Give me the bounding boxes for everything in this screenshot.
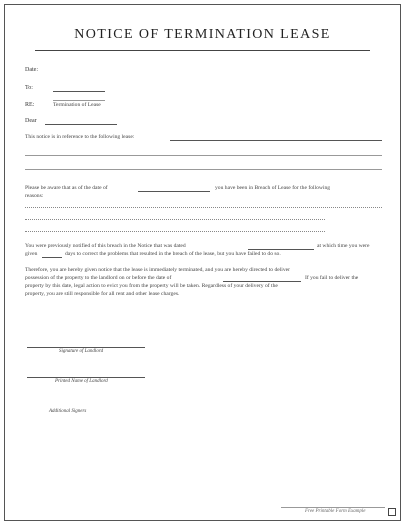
para1-start: Please be aware that as of the date of bbox=[25, 185, 108, 191]
reasons-line-2[interactable] bbox=[25, 219, 325, 220]
para3-line1: Therefore, you are hereby given notice that the lease is immediately terminated, and you are hereby directed to deliver bbox=[25, 267, 290, 273]
para2-line2: given bbox=[25, 251, 38, 257]
page-title: NOTICE OF TERMINATION LEASE bbox=[74, 27, 331, 42]
landlord-signature-caption: Signature of Landlord bbox=[59, 349, 104, 354]
para2-line1-start: You were previously notified of this breach in the Notice that was dated bbox=[25, 243, 186, 249]
para2-line1-end: at which time you were bbox=[317, 243, 370, 249]
reasons-line-1[interactable] bbox=[25, 207, 382, 208]
date-label: Date: bbox=[25, 67, 38, 73]
lease-field-line-2[interactable] bbox=[25, 155, 382, 156]
dear-field-line[interactable] bbox=[45, 124, 117, 125]
lease-field-line[interactable] bbox=[170, 140, 382, 141]
lease-field-line-3[interactable] bbox=[25, 169, 382, 170]
re-value: Termination of Lease bbox=[53, 102, 101, 108]
para3-line2-start: possession of the property to the landlord on or before the date of bbox=[25, 275, 172, 281]
para3-line4: property, you are still responsible for all rent and other lease charges. bbox=[25, 291, 180, 297]
para1-end: you have been in Breach of Lease for the following bbox=[215, 185, 331, 191]
document-page bbox=[4, 4, 401, 521]
title-divider bbox=[35, 50, 370, 51]
to-field-line-2[interactable] bbox=[53, 100, 105, 101]
para3-line3: property by this date, legal action to evict you from the property will be taken. Regardless of your delivery of the bbox=[25, 283, 278, 289]
to-label: To: bbox=[25, 85, 33, 91]
notice-date-line[interactable] bbox=[248, 249, 314, 250]
para3-line2-end: If you fail to deliver the bbox=[305, 275, 359, 281]
page-corner-mark bbox=[388, 508, 396, 516]
re-label: RE: bbox=[25, 102, 35, 108]
to-field-line[interactable] bbox=[53, 91, 105, 92]
additional-signers-label: Additional Signers bbox=[49, 409, 87, 414]
reasons-line-3[interactable] bbox=[25, 231, 325, 232]
landlord-name-caption: Printed Name of Landlord bbox=[55, 379, 108, 384]
footer-rule bbox=[281, 507, 385, 508]
para2-line2-rest: days to correct the problems that resulted in the breach of the lease, but you have failed to do so. bbox=[65, 251, 281, 257]
footer-text: Free Printable Form Example bbox=[305, 509, 366, 514]
possession-date-line[interactable] bbox=[223, 281, 301, 282]
para1-line2: reasons: bbox=[25, 193, 44, 199]
intro-text: This notice is in reference to the following lease: bbox=[25, 134, 135, 140]
days-field-line[interactable] bbox=[42, 257, 62, 258]
landlord-name-line[interactable] bbox=[27, 377, 145, 378]
breach-date-line[interactable] bbox=[138, 191, 210, 192]
dear-label: Dear bbox=[25, 118, 37, 124]
landlord-signature-line[interactable] bbox=[27, 347, 145, 348]
